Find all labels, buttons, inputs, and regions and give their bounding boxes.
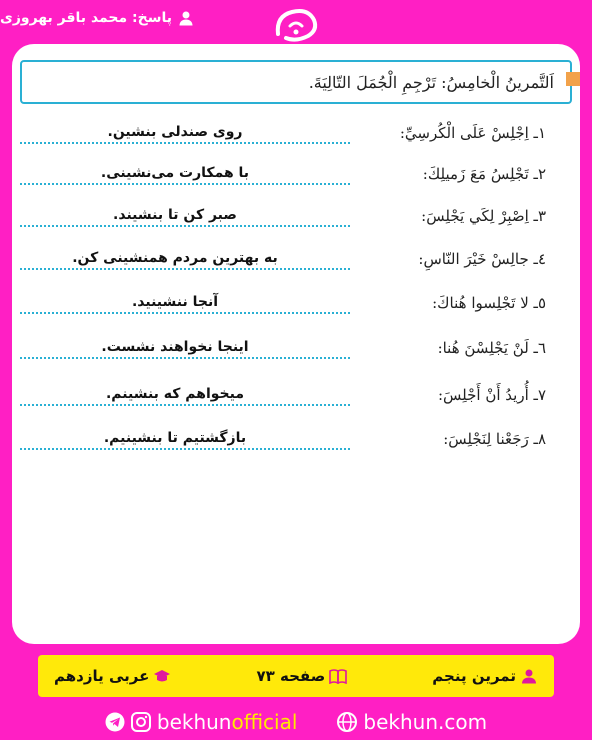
handle-prefix: bekhun [156,710,232,734]
list-item [12,207,580,237]
website-text: bekhun.com [363,710,488,734]
arabic-sentence: ٥ـ لا تَجْلِسوا هُناكَ: [432,294,546,312]
persian-translation: میخواهم که بنشینم. [105,386,245,402]
answer-line [20,268,350,270]
exercise-label-text: تمرین پنجم [432,667,516,685]
list-item [12,165,580,195]
social-handle[interactable] [105,710,298,734]
answer-author-text: پاسخ: محمد باقر بهروزی [0,10,173,26]
answer-line [20,448,350,450]
arabic-sentence: ٣ـ اِصْبِرْ لِكَي يَجْلِسَ: [421,207,546,225]
header-marker [566,72,580,86]
exercise-header [20,60,572,104]
answer-line [20,142,350,144]
arabic-sentence: ٨ـ رَجَعْنا لِنَجْلِسَ: [443,430,546,448]
website-link[interactable] [337,710,487,734]
list-item [12,339,580,369]
course-label-text: عربی یازدهم [54,667,150,685]
persian-translation: بازگشتیم تا بنشینیم. [103,430,247,446]
arabic-sentence: ٧ـ أُريدُ أَنْ أَجْلِسَ: [438,386,546,404]
arabic-sentence: ٦ـ لَنْ يَجْلِسْنَ هُنا: [437,339,546,357]
globe-icon[interactable] [337,712,357,732]
handle-suffix: official [231,710,298,734]
persian-translation: روی صندلی بنشین. [107,124,243,140]
exercise-title: اَلتَّمرينُ الْخامِسُ: تَرْجِمِ الْجُمَلَ التّالِيَةَ. [308,72,554,92]
brand-logo [268,4,324,48]
persian-translation: آنجا ننشینید. [131,294,219,310]
page-label-text: صفحه ۷۳ [256,667,326,685]
answer-line [20,404,350,406]
person-icon [520,668,538,684]
list-item [12,294,580,324]
worksheet-card [12,44,580,644]
arabic-sentence: ١ـ اِجْلِسْ عَلَى الْكُرسِيِّ: [399,124,546,142]
book-icon [329,668,347,684]
course-label [54,667,171,685]
answer-author [0,10,194,26]
answer-line [20,357,350,359]
brand-logo-icon [268,4,324,48]
info-bar [38,655,554,697]
list-item [12,124,580,154]
graduation-cap-icon [153,668,171,684]
page-label [256,667,347,685]
persian-translation: صبر کن تا بنشیند. [113,207,237,223]
telegram-icon[interactable] [105,712,125,732]
arabic-sentence: ٤ـ جالِسْ خَيْرَ النّاسِ: [418,250,546,268]
answer-line [20,183,350,185]
list-item [12,386,580,416]
person-icon [178,10,194,26]
persian-translation: به بهترین مردم همنشینی کن. [72,250,278,266]
answer-line [20,225,350,227]
instagram-icon[interactable] [131,712,151,732]
exercise-label [432,667,538,685]
answer-line [20,312,350,314]
list-item [12,250,580,280]
persian-translation: با همکارت می‌نشینی. [100,165,250,181]
persian-translation: اینجا نخواهند نشست. [101,339,249,355]
footer [0,704,592,740]
list-item [12,430,580,460]
arabic-sentence: ٢ـ تَجْلِسُ مَعَ زَميلِكَ: [422,165,546,183]
